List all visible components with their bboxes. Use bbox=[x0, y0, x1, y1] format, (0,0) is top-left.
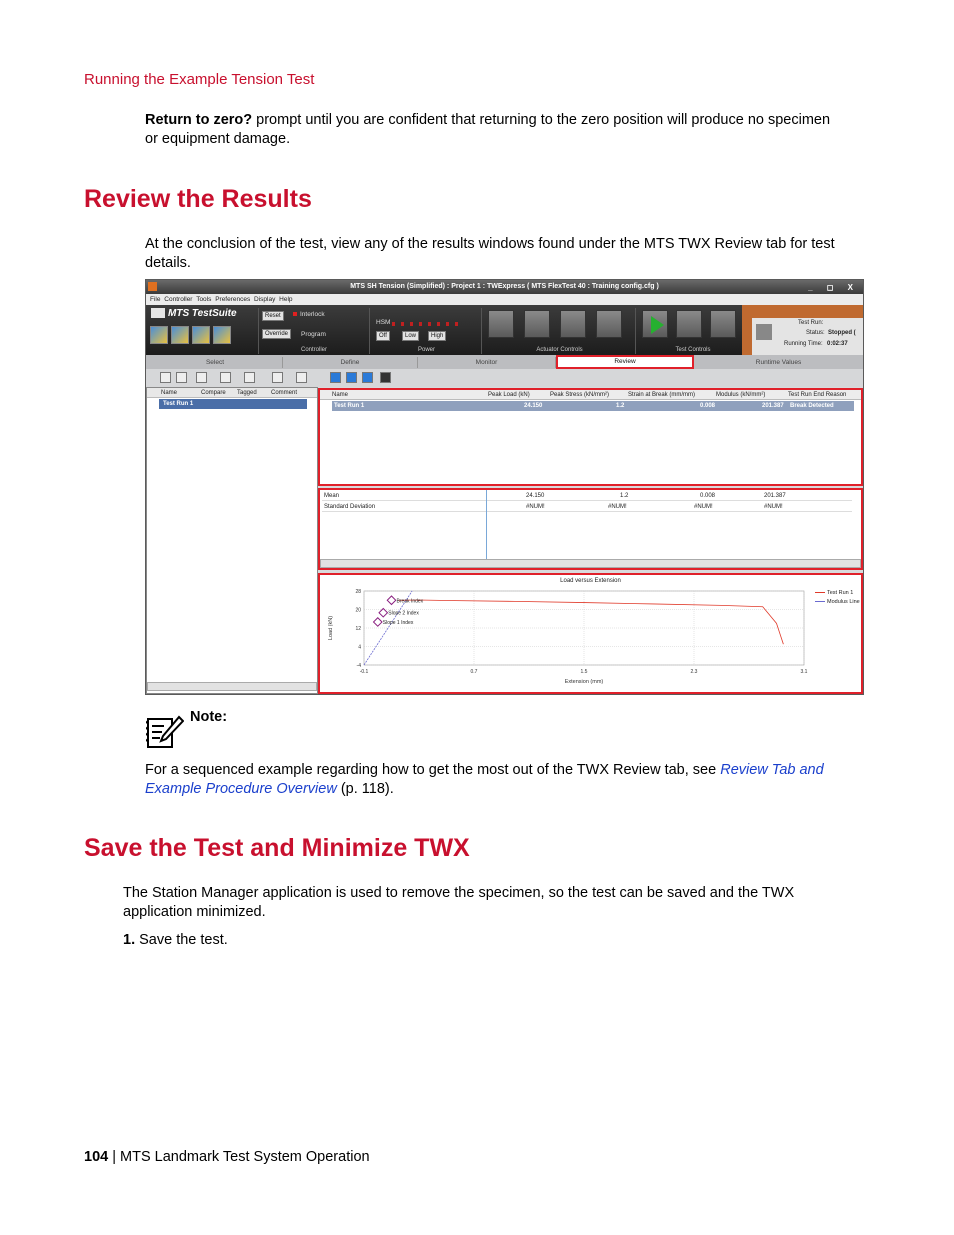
tab-select[interactable]: Select bbox=[148, 357, 283, 368]
test-run-icon bbox=[756, 324, 772, 340]
tag-icon[interactable] bbox=[176, 372, 187, 383]
window-buttons[interactable]: _ ◻ X bbox=[808, 283, 859, 292]
running-time-value: 0:02:37 bbox=[827, 341, 848, 347]
tab-monitor[interactable]: Monitor bbox=[418, 357, 556, 368]
page-footer bbox=[84, 1149, 370, 1165]
stop-icon[interactable] bbox=[710, 310, 736, 338]
col-compare[interactable]: Compare bbox=[201, 390, 226, 396]
step-text: Save the test. bbox=[139, 932, 228, 948]
footer-separator: | bbox=[108, 1149, 121, 1165]
res-col-name[interactable]: Name bbox=[332, 392, 349, 398]
step-number: 1. bbox=[123, 932, 136, 948]
mts-logo bbox=[151, 308, 239, 322]
running-head: Running the Example Tension Test bbox=[84, 71, 315, 88]
export-icon[interactable] bbox=[272, 372, 283, 383]
power-off-button[interactable]: Off bbox=[376, 331, 390, 341]
test-run-label: Test Run: bbox=[798, 320, 824, 326]
annotation-label: Slope 2 Index bbox=[388, 610, 419, 617]
section-heading-review: Review the Results bbox=[84, 185, 312, 213]
res-col-strain[interactable]: Strain at Break (mm/mm) bbox=[628, 392, 696, 398]
res-peak-stress: 1.2 bbox=[616, 403, 625, 409]
note-text-before: For a sequenced example regarding how to get the most out of the TWX Review tab, see bbox=[145, 762, 721, 778]
column-icon[interactable] bbox=[220, 372, 231, 383]
series-line-test-run-1 bbox=[398, 600, 783, 644]
legend-modulus-label: Modulus Line bbox=[827, 599, 860, 605]
print-icon[interactable] bbox=[296, 372, 307, 383]
status-label: Status: bbox=[806, 330, 825, 336]
x-axis-label: Extension (mm) bbox=[564, 679, 604, 685]
results-header bbox=[320, 390, 861, 400]
layout-single-icon[interactable] bbox=[330, 372, 341, 383]
test-run-status bbox=[752, 318, 863, 355]
legend-test-run-label: Test Run 1 bbox=[827, 590, 854, 596]
menu-file[interactable]: File bbox=[150, 296, 161, 303]
open-icon[interactable] bbox=[150, 326, 168, 344]
controller-panel bbox=[258, 308, 370, 354]
actuator-up-icon[interactable] bbox=[524, 310, 550, 338]
running-time-label: Running Time: bbox=[784, 341, 823, 347]
results-row[interactable] bbox=[332, 401, 854, 411]
annotation-marker bbox=[387, 596, 395, 604]
interlock-label: Interlock bbox=[300, 311, 325, 318]
menu-help[interactable]: Help bbox=[279, 296, 293, 303]
power-panel bbox=[372, 308, 482, 354]
quick-access-icons bbox=[150, 326, 242, 348]
chart-title: Load versus Extension bbox=[560, 578, 621, 584]
stat-row-mean bbox=[322, 491, 852, 501]
report-icon[interactable] bbox=[196, 372, 207, 383]
window-title: MTS SH Tension (Simplified) : Project 1 : TWExpress ( MTS FlexTest 40 : Training config.cfg ) bbox=[350, 283, 659, 290]
load-extension-chart bbox=[318, 573, 863, 694]
stat-mean-load: 24.150 bbox=[526, 493, 545, 499]
y-tick-label: 4 bbox=[358, 644, 361, 651]
menu-bar bbox=[146, 294, 863, 305]
annotation-label: Break Index bbox=[396, 598, 424, 605]
section-heading-save: Save the Test and Minimize TWX bbox=[84, 834, 470, 862]
test-controls-panel bbox=[638, 308, 748, 354]
test-run-name: Test Run 1 bbox=[163, 401, 194, 407]
mts-logo-icon bbox=[151, 308, 165, 318]
menu-controller[interactable]: Controller bbox=[164, 296, 193, 303]
review-toolbar bbox=[146, 369, 863, 387]
legend-test-run-1 bbox=[815, 589, 860, 598]
compare-icon[interactable] bbox=[160, 372, 171, 383]
stat-mean-modulus: 201.387 bbox=[764, 493, 786, 499]
annotation-marker bbox=[374, 618, 382, 626]
override-button[interactable]: Override bbox=[262, 329, 291, 339]
res-col-peak-load[interactable]: Peak Load (kN) bbox=[488, 392, 530, 398]
layout-split-icon[interactable] bbox=[346, 372, 357, 383]
test-run-list-header bbox=[147, 388, 317, 398]
play-button[interactable] bbox=[642, 310, 668, 338]
tab-define[interactable]: Define bbox=[283, 357, 418, 368]
legend-modulus-line bbox=[815, 598, 860, 607]
reset-button[interactable]: Reset bbox=[262, 311, 284, 321]
intro-text: prompt until you are confident that returning to the zero position will produce no specimen or equipment damage. bbox=[145, 112, 831, 147]
chart-legend bbox=[815, 589, 860, 607]
test-controls-label: Test Controls bbox=[675, 347, 711, 353]
pause-icon[interactable] bbox=[676, 310, 702, 338]
stat-mean-label: Mean bbox=[324, 493, 340, 499]
annotation-marker bbox=[379, 608, 387, 616]
network-icon[interactable] bbox=[192, 326, 210, 344]
y-tick-label: 12 bbox=[355, 626, 361, 632]
col-name[interactable]: Name bbox=[161, 390, 178, 396]
actuator-return-icon[interactable] bbox=[560, 310, 586, 338]
legend-swatch-test-run bbox=[815, 592, 825, 593]
note-text-after: (p. 118). bbox=[336, 781, 394, 797]
chart-plot bbox=[320, 575, 861, 692]
table-icon[interactable] bbox=[244, 372, 255, 383]
x-tick-label: 3.1 bbox=[800, 669, 808, 675]
x-tick-label: 1.5 bbox=[580, 669, 588, 675]
program-label: Program bbox=[301, 331, 326, 338]
res-peak-load: 24.150 bbox=[524, 403, 543, 409]
y-tick-label: -4 bbox=[356, 663, 361, 669]
power-panel-label: Power bbox=[417, 347, 435, 353]
results-table bbox=[318, 388, 863, 486]
save-paragraph: The Station Manager application is used to remove the specimen, so the test can be saved and the TWX application minimized. bbox=[123, 885, 795, 920]
tab-runtime-values[interactable]: Runtime Values bbox=[755, 359, 802, 366]
note-label: Note: bbox=[190, 709, 228, 725]
test-run-list bbox=[146, 387, 318, 694]
review-tab-link[interactable]: Review Tab and Example Procedure Overview bbox=[145, 762, 824, 797]
x-tick-label: 2.3 bbox=[690, 669, 698, 675]
play-icon bbox=[651, 316, 664, 334]
review-paragraph: At the conclusion of the test, view any of the results windows found under the MTS TWX Review tab for test details. bbox=[145, 236, 835, 271]
power-low-button[interactable]: Low bbox=[402, 331, 419, 341]
copy-icon[interactable] bbox=[213, 326, 231, 344]
window-titlebar bbox=[146, 280, 863, 294]
res-end-reason: Break Detected bbox=[790, 403, 834, 409]
new-icon[interactable] bbox=[171, 326, 189, 344]
stat-mean-strain: 0.008 bbox=[700, 493, 716, 499]
footer-title: MTS Landmark Test System Operation bbox=[120, 1149, 370, 1165]
stat-mean-stress: 1.2 bbox=[620, 493, 629, 499]
res-col-peak-stress[interactable]: Peak Stress (kN/mm²) bbox=[550, 392, 610, 398]
app-icon bbox=[148, 282, 157, 291]
y-tick-label: 28 bbox=[355, 589, 361, 595]
stat-row-stddev bbox=[322, 502, 852, 512]
actuator-down-icon[interactable] bbox=[488, 310, 514, 338]
power-high-button[interactable]: High bbox=[428, 331, 446, 341]
col-comment[interactable]: Comment bbox=[271, 390, 298, 396]
workflow-tabs bbox=[146, 355, 863, 369]
statistics-table bbox=[318, 488, 863, 570]
column-divider bbox=[486, 490, 487, 560]
menu-tools[interactable]: Tools bbox=[196, 296, 212, 303]
stat-stddev-strain: #NUM! bbox=[694, 504, 713, 510]
stat-stddev-label: Standard Deviation bbox=[324, 504, 376, 510]
actuator-panel bbox=[484, 308, 636, 354]
res-modulus: 201.387 bbox=[762, 403, 784, 409]
status-value: Stopped ( bbox=[828, 330, 856, 336]
x-tick-label: -0.1 bbox=[359, 669, 369, 675]
annotation-label: Slope 1 Index bbox=[382, 619, 414, 626]
test-run-row[interactable] bbox=[159, 399, 307, 409]
page-number: 104 bbox=[84, 1149, 109, 1165]
legend-swatch-modulus bbox=[815, 601, 825, 602]
stat-stddev-stress: #NUM! bbox=[608, 504, 627, 510]
twx-screenshot bbox=[145, 279, 864, 695]
res-col-modulus[interactable]: Modulus (kN/mm²) bbox=[716, 392, 766, 398]
res-strain: 0.008 bbox=[700, 403, 716, 409]
dropdown-icon[interactable] bbox=[380, 372, 391, 383]
stat-stddev-load: #NUM! bbox=[526, 504, 545, 510]
y-tick-label: 20 bbox=[355, 607, 361, 614]
menu-display[interactable]: Display bbox=[254, 296, 276, 303]
actuator-panel-label: Actuator Controls bbox=[536, 347, 583, 353]
interlock-led bbox=[293, 312, 297, 316]
hsm-leds bbox=[392, 322, 462, 326]
res-col-end-reason[interactable]: Test Run End Reason bbox=[788, 392, 847, 398]
intro-paragraph bbox=[145, 111, 835, 149]
intro-bold: Return to zero? bbox=[145, 112, 253, 128]
menu-preferences[interactable]: Preferences bbox=[215, 296, 251, 303]
actuator-skip-icon[interactable] bbox=[596, 310, 622, 338]
x-tick-label: 0.7 bbox=[470, 669, 478, 675]
interlock-indicator bbox=[293, 311, 325, 318]
stats-hscroll[interactable] bbox=[320, 559, 861, 568]
layout-grid-icon[interactable] bbox=[362, 372, 373, 383]
logo-text: MTS TestSuite bbox=[168, 308, 237, 319]
controller-panel-label: Controller bbox=[300, 347, 327, 353]
note-icon bbox=[146, 713, 184, 749]
left-hscroll[interactable] bbox=[147, 682, 317, 691]
hsm-label: HSM bbox=[376, 319, 391, 326]
res-name: Test Run 1 bbox=[334, 403, 365, 409]
note-paragraph bbox=[145, 761, 855, 799]
col-tagged[interactable]: Tagged bbox=[237, 390, 257, 396]
y-axis-label: Load (kN) bbox=[328, 615, 334, 641]
step-item bbox=[123, 931, 228, 950]
stat-stddev-modulus: #NUM! bbox=[764, 504, 783, 510]
tab-review[interactable]: Review bbox=[556, 355, 694, 369]
